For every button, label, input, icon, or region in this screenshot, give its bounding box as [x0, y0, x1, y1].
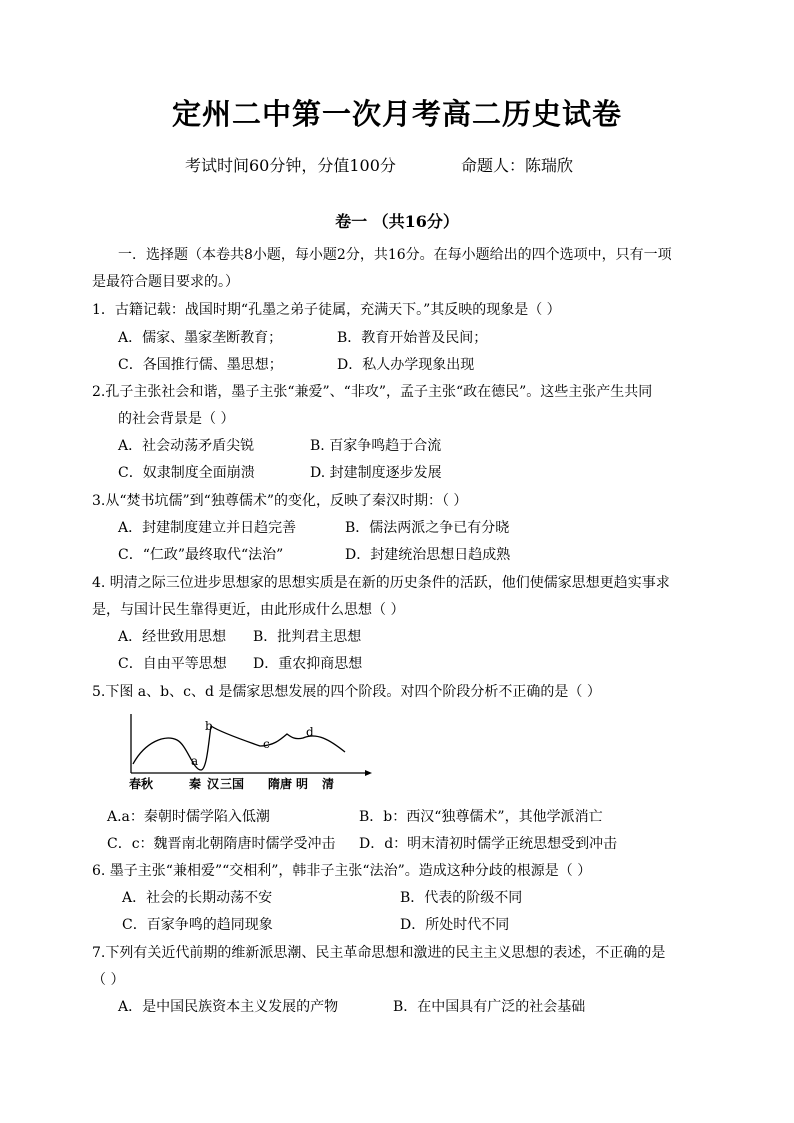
question-6-option-c: C．百家争鸣的趋同现象 [122, 917, 273, 933]
question-6-option-b: B．代表的阶级不同 [400, 890, 523, 906]
question-4-option-b: B．批判君主思想 [253, 629, 362, 645]
exam-subtitle [185, 153, 573, 176]
figure-point-label-c: c [263, 737, 270, 751]
question-2-option-c: C．奴隶制度全面崩溃 [118, 465, 255, 481]
figure-point-label-d: d [306, 725, 314, 739]
page-title: 定州二中第一次月考高二历史试卷 [171, 97, 622, 131]
question-5-stem: 5.下图 a、b、c、d 是儒家思想发展的四个阶段。对四个阶段分析不正确的是（ ） [92, 684, 601, 700]
question-7-stem-line-1: 7.下列有关近代前期的维新派思潮、民主革命思想和激进的民主主义思想的表述，不正确的是 [92, 945, 666, 961]
question-2-stem-line-1: 2.孔子主张社会和谐，墨子主张“兼爱”、“非攻”，孟子主张“政在德民”。这些主张产生共同 [92, 384, 653, 400]
question-4-option-a: A．经世致用思想 [118, 629, 227, 645]
question-3-stem: 3.从“焚书坑儒”到“独尊儒术”的变化，反映了秦汉时期：（ ） [92, 493, 468, 509]
question-3-option-c: C．“仁政”最终取代“法治” [118, 547, 284, 563]
question-5-option-d: D．d：明末清初时儒学正统思想受到冲击 [359, 836, 618, 852]
question-4-option-d: D．重农抑商思想 [253, 656, 363, 672]
question-1-option-d: D．私人办学现象出现 [337, 357, 475, 373]
exam-info: 考试时间60分钟，分值100分 [185, 156, 396, 175]
figure-axis-label-chunqiu: 春秋 [129, 777, 154, 791]
question-4-stem-line-1: 4. 明清之际三位进步思想家的思想实质是在新的历史条件的活跃，他们使儒家思想更趋实事求 [92, 575, 670, 591]
question-2-option-a: A．社会动荡矛盾尖锐 [118, 438, 255, 454]
instructions-line-1: 一．选择题（本卷共8小题，每小题2分，共16分。在每小题给出的四个选项中，只有一项 [118, 247, 672, 263]
question-3-option-d: D．封建统治思想日趋成熟 [345, 547, 511, 563]
figure-axis-label-sanguo: 三国 [220, 777, 245, 791]
figure-axis-label-han: 汉 [207, 777, 220, 791]
question-2-option-d: D. 封建制度逐步发展 [310, 465, 442, 481]
question-4-option-c: C．自由平等思想 [118, 656, 227, 672]
instructions-line-2: 是最符合题目要求的。） [92, 274, 239, 290]
question-1-stem: 1．古籍记载：战国时期“孔墨之弟子徒属，充满天下。”其反映的现象是（ ） [92, 302, 561, 318]
question-1-option-b: B．教育开始普及民间； [337, 330, 488, 346]
question-3-option-a: A．封建制度建立并日趋完善 [118, 520, 297, 536]
exam-author: 命题人：陈瑞欣 [461, 156, 574, 175]
question-5-option-c: C．c：魏晋南北朝隋唐时儒学受冲击 [107, 836, 336, 852]
question-7-stem-line-2: （ ） [92, 972, 125, 988]
question-6-option-d: D．所处时代不同 [400, 917, 510, 933]
figure-axis-label-qing: 清 [322, 777, 335, 791]
figure-point-label-b: b [205, 719, 213, 733]
figure-axis-label-qin: 秦 [189, 777, 202, 791]
question-1-option-c: C．各国推行儒、墨思想； [118, 357, 283, 373]
confucianism-development-figure [125, 712, 375, 796]
figure-axis-label-suitang: 隋唐 [268, 777, 293, 791]
section-heading: 卷一 （共16分） [335, 212, 459, 231]
question-6-option-a: A．社会的长期动荡不安 [122, 890, 273, 906]
question-5-option-b: B．b：西汉“独尊儒术”，其他学派消亡 [359, 809, 603, 825]
figure-point-label-a: a [191, 754, 199, 768]
question-2-stem-line-2: 的社会背景是（ ） [118, 411, 235, 427]
question-5-option-a: A.a：秦朝时儒学陷入低潮 [107, 809, 270, 825]
question-7-option-a: A．是中国民族资本主义发展的产物 [118, 999, 339, 1015]
question-1-option-a: A．儒家、墨家垄断教育； [118, 330, 283, 346]
figure-axis-label-ming: 明 [296, 777, 309, 791]
question-3-option-b: B．儒法两派之争已有分晓 [345, 520, 510, 536]
question-6-stem: 6. 墨子主张“兼相爱”“交相利”，韩非子主张“法治”。造成这种分歧的根源是（ ） [92, 863, 592, 879]
question-7-option-b: B．在中国具有广泛的社会基础 [393, 999, 586, 1015]
question-4-stem-line-2: 是，与国计民生靠得更近，由此形成什么思想（ ） [92, 602, 405, 618]
question-2-option-b: B. 百家争鸣趋于合流 [310, 438, 442, 454]
